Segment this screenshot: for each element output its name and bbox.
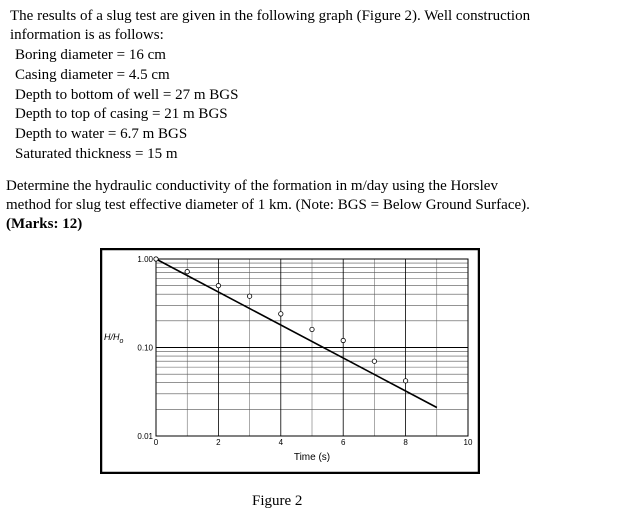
data-point [310,327,314,331]
question-line-1: Determine the hydraulic conductivity of the formation in m/day using the Horslev [6,178,498,194]
info-depth-water: Depth to water = 6.7 m BGS [15,126,188,142]
slug-test-chart [100,248,480,474]
y-axis-label-h: H/H [104,332,120,342]
info-casing-diameter: Casing diameter = 4.5 cm [15,67,170,83]
data-point [279,312,283,316]
x-tick-label: 2 [216,438,221,447]
y-tick-label: 1.00 [137,255,153,264]
x-axis-label: Time (s) [293,452,331,463]
data-point [185,269,189,273]
data-point [216,283,220,287]
x-tick-label: 4 [278,438,284,447]
question-line-2: method for slug test effective diameter of 1 km. (Note: BGS = Below Ground Surface). [6,197,530,213]
data-point [403,379,407,383]
x-tick-label: 6 [340,438,346,447]
info-depth-casing-top: Depth to top of casing = 21 m BGS [15,106,228,122]
x-tick-label: 8 [403,438,408,447]
intro-line-1: The results of a slug test are given in the following graph (Figure 2). Well construction [10,8,531,24]
x-tick-label: 0 [153,438,159,447]
data-point [341,338,345,342]
data-point [247,294,251,298]
marks-label: (Marks: 12) [6,216,83,232]
data-point [372,359,376,363]
data-point [154,257,158,261]
info-depth-bottom: Depth to bottom of well = 27 m BGS [15,87,239,103]
y-axis-label-sub: o [119,338,124,345]
y-tick-label: 0.01 [137,432,153,441]
info-boring-diameter: Boring diameter = 16 cm [15,47,166,63]
info-saturated-thickness: Saturated thickness = 15 m [15,146,178,162]
intro-line-2: information is as follows: [10,27,164,43]
x-tick-label: 10 [463,438,473,447]
figure-caption: Figure 2 [252,493,303,509]
y-tick-label: 0.10 [137,343,153,353]
